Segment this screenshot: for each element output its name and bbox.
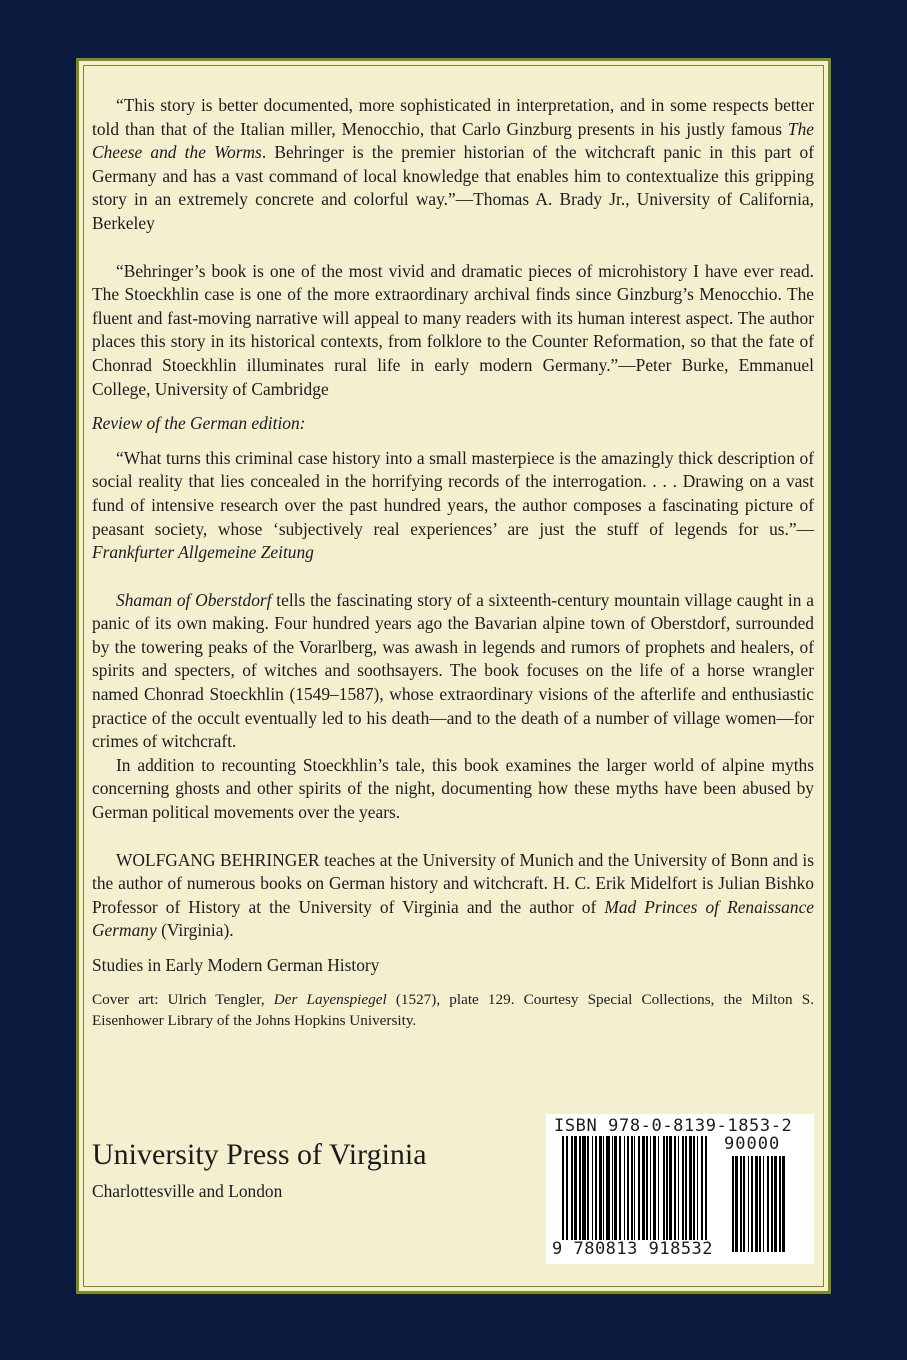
barcode-bar [592, 1136, 593, 1240]
price-code: 90000 [724, 1134, 781, 1154]
cover-text [92, 94, 814, 1032]
barcode-bar [669, 1136, 672, 1240]
barcode-bar [582, 1136, 586, 1240]
barcode-bar [674, 1136, 676, 1240]
barcode-bar [653, 1136, 656, 1240]
barcode-bar [782, 1156, 785, 1252]
barcode-bar [571, 1136, 573, 1240]
publisher-block [92, 1137, 512, 1203]
barcode-bar [624, 1136, 625, 1240]
barcode-bar [743, 1156, 745, 1252]
barcode-bar [685, 1136, 687, 1240]
barcode-bar [755, 1156, 758, 1252]
barcode-bar [631, 1136, 633, 1240]
barcode-bar [595, 1136, 597, 1240]
barcode-bar [614, 1136, 617, 1240]
barcode-bar [642, 1136, 645, 1240]
barcode-bar [603, 1136, 604, 1240]
barcode-bar [779, 1156, 781, 1252]
barcode-bar [767, 1156, 769, 1252]
review-quote: “What turns this criminal case history into a small masterpiece is the amazingly thick description of social reality that lies concealed in the horrifying records of the interrogation. . . . Drawing on a vast fund of intensive research over the past hundred years, the author composes a fascinating picture of peasant society, whose ‘subjectively real experiences’ are just the stuff of legends for us.”—Frankfurter Allgemeine Zeitung [92, 447, 814, 563]
barcode-bar [740, 1156, 742, 1252]
cover-art-work: Der Layenspiegel [273, 990, 387, 1008]
barcode-bar [566, 1136, 568, 1240]
barcode-bar [689, 1136, 692, 1240]
barcode-bar [774, 1156, 777, 1252]
blurb-book-title: The Cheese and the Worms [92, 118, 814, 163]
barcode-bar [562, 1136, 564, 1240]
description-paragraph-2: In addition to recounting Stoeckhlin’s tale, this book examines the larger world of alpine myths concerning ghosts and other spirits of the night, documenting how these myths have been abused by German political movements over the years. [92, 754, 814, 823]
barcode-addon-bars [732, 1156, 806, 1252]
barcode-bar [574, 1136, 577, 1240]
barcode-bar [771, 1156, 773, 1252]
barcode-digits: 9 780813 918532 [552, 1239, 714, 1259]
barcode-bar [693, 1136, 695, 1240]
barcode-bar [759, 1156, 761, 1252]
barcode-bar [627, 1136, 629, 1240]
barcode-bar [751, 1156, 753, 1252]
barcode-bar [612, 1136, 613, 1240]
book-title: Shaman of Oberstdorf [116, 589, 272, 610]
barcode-bar [682, 1136, 684, 1240]
barcode-bar [650, 1136, 651, 1240]
barcode-bar [701, 1136, 703, 1240]
blurb-brady: “This story is better documented, more sophisticated in interpretation, and in some respects better told than that of the Italian miller, Menocchio, that Carlo Ginzburg presents in his justly famous The Cheese and the Worms. Behringer is the premier historian of the witchcraft panic in this part of Germany and has a vast command of local knowledge that enables him to contextualize this gripping story in an extremely concrete and colorful way.”—Thomas A. Brady Jr., University of California, Berkeley [92, 95, 814, 233]
barcode-bar [599, 1136, 602, 1240]
barcode-bar [705, 1136, 707, 1240]
barcode-bar [606, 1136, 610, 1240]
author-book-title: Mad Princes of Renaissance Germany [92, 896, 815, 941]
barcode-bar [587, 1136, 589, 1240]
publisher-cities: Charlottesville and London [92, 1181, 283, 1201]
description-paragraph-1: Shaman of Oberstdorf tells the fascinating story of a sixteenth-century mountain village caught in a panic of its own making. Four hundred years ago the Bavarian alpine town of Oberstdorf, surrounded by the towering peaks of the Vorarlberg, was awash in legends and rumors of prophets and healers, of spirits and specters, of witches and soothsayers. The book focuses on the life of a horse wrangler named Chonrad Stoeckhlin (1549–1587), whose extraordinary visions of the afterlife and enthusiastic practice of the occult eventually led to his death—and to the death of a number of village women—for crimes of witchcraft. [92, 589, 814, 752]
review-heading: Review of the German edition: [92, 413, 306, 434]
barcode-bar [732, 1156, 734, 1252]
barcode-bar [658, 1136, 659, 1240]
barcode-bar [763, 1156, 764, 1252]
author-bio: WOLFGANG BEHRINGER teaches at the University of Munich and the University of Bonn and is the author of numerous books on German history and witchcraft. H. C. Erik Midelfort is Julian Bishko Professor of History at the University of Virginia and the author of Mad Princes of Renaissance Germany (Virginia). [92, 849, 815, 941]
barcode-bar [634, 1136, 635, 1240]
barcode-bar [678, 1136, 679, 1240]
isbn-text: ISBN 978-0-8139-1853-2 [554, 1116, 793, 1136]
barcode-bar [646, 1136, 648, 1240]
review-source: Frankfurter Allgemeine Zeitung [92, 542, 314, 563]
barcode-bar [638, 1136, 640, 1240]
barcode-bar [663, 1136, 665, 1240]
barcode-bar [666, 1136, 668, 1240]
blurb-burke: “Behringer’s book is one of the most vivid and dramatic pieces of microhistory I have ever read. The Stoeckhlin case is one of the more extraordinary archival finds since Ginzburg’s Menocchio. The fluent and fast-moving narrative will appeal to many readers with its human interest aspect. The author places this story in its historical contexts, from folklore to the Counter Reformation, so that the fate of Chonrad Stoeckhlin illuminates rural life in early modern Germany.”—Peter Burke, Emmanuel College, University of Cambridge [92, 260, 814, 399]
barcode-bar [619, 1136, 621, 1240]
barcode-bar [735, 1156, 738, 1252]
barcode-bar [579, 1136, 581, 1240]
isbn-barcode [546, 1114, 814, 1264]
publisher-name: University Press of Virginia [92, 1138, 427, 1171]
barcode-bar [748, 1156, 749, 1252]
back-cover-panel [76, 58, 831, 1294]
barcode-bars [562, 1136, 728, 1240]
series-name: Studies in Early Modern German History [92, 955, 380, 975]
cover-art-credit: Cover art: Ulrich Tengler, Der Layenspiegel (1527), plate 129. Courtesy Special Collections, the Milton S. Eisenhower Library of the Johns Hopkins University. [92, 990, 814, 1030]
barcode-bar [697, 1136, 698, 1240]
